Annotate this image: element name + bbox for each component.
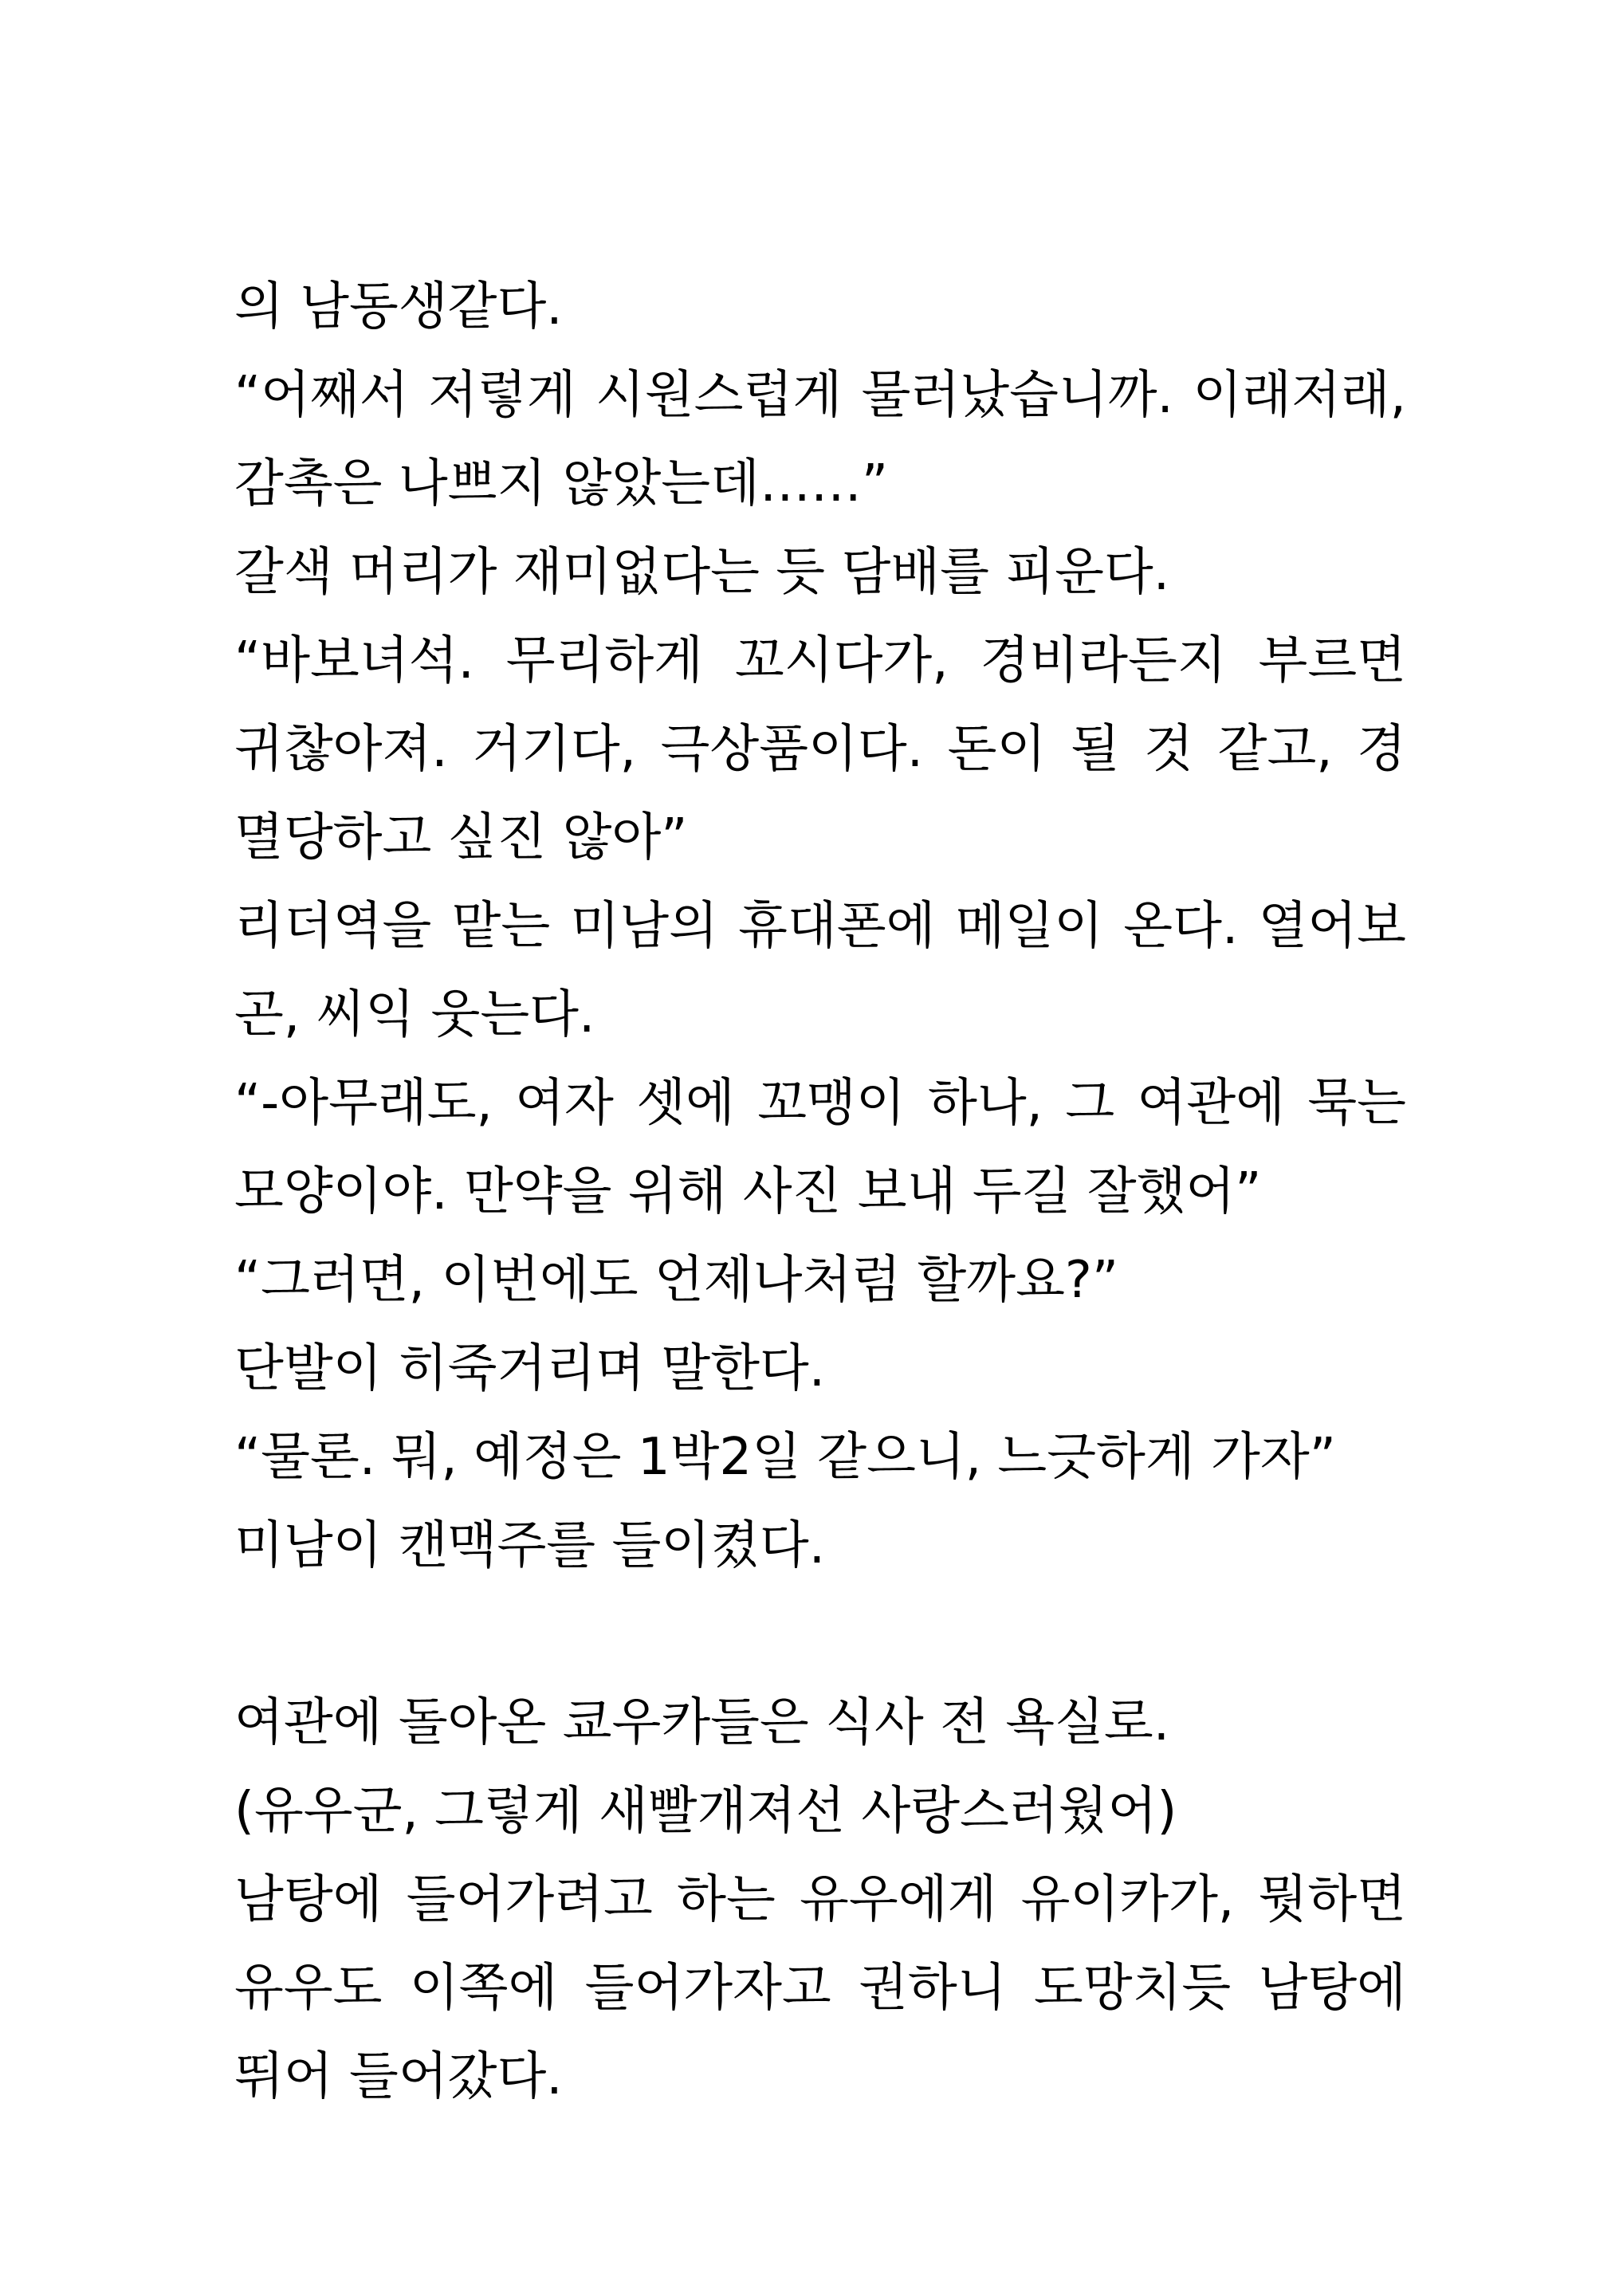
text-line: 모양이야. 만약을 위해 사진 보내 두길 잘했어” [234, 1162, 1262, 1221]
text-line: 남탕에 들어가려고 하는 유우에게 유이카가, 뭣하면 [234, 1870, 1406, 1929]
text-line: 감촉은 나쁘지 않았는데……” [234, 454, 889, 513]
text-line: 리더역을 맡는 미남의 휴대폰에 메일이 온다. 열어보 [234, 897, 1406, 956]
text-line: 곤, 씨익 웃는다. [234, 985, 595, 1044]
text-line: (유우군, 그렇게 새빨개져선 사랑스러웠어) [234, 1782, 1177, 1841]
text-line: 뛰어 들어갔다. [234, 2047, 563, 2106]
text-line: 미남이 캔맥주를 들이켰다. [234, 1516, 826, 1575]
body-text [234, 263, 1406, 2121]
text-line: 귀찮아져. 거기다, 극상품이다. 돈이 될 것 같고, 경 [234, 720, 1406, 779]
text-line: 의 남동생같다. [234, 277, 563, 336]
text-line: “-아무래도, 여자 셋에 꼬맹이 하나, 그 여관에 묵는 [234, 1074, 1406, 1133]
text-line: 단발이 히죽거리며 말한다. [234, 1339, 826, 1398]
text-line: “바보녀석. 무리하게 꼬시다가, 경비라든지 부르면 [234, 631, 1406, 690]
text-line: “물론. 뭐, 예정은 1박2일 같으니, 느긋하게 가자” [234, 1428, 1336, 1487]
text-line: “그러면, 이번에도 언제나처럼 할까요?” [234, 1251, 1119, 1310]
text-line: 여관에 돌아온 쿄우카들은 식사 전 욕실로. [234, 1693, 1170, 1752]
paragraph-break [234, 1590, 1406, 1679]
text-line: 유우도 이쪽에 들어가자고 권하니 도망치듯 남탕에 [234, 1959, 1406, 2018]
text-line: “어째서 저렇게 시원스럽게 물러났습니까. 이래저래, [234, 366, 1406, 425]
text-line: 갈색 머리가 재미없다는 듯 담배를 피운다. [234, 543, 1170, 602]
text-line: 멸당하고 싶진 않아” [234, 808, 688, 867]
